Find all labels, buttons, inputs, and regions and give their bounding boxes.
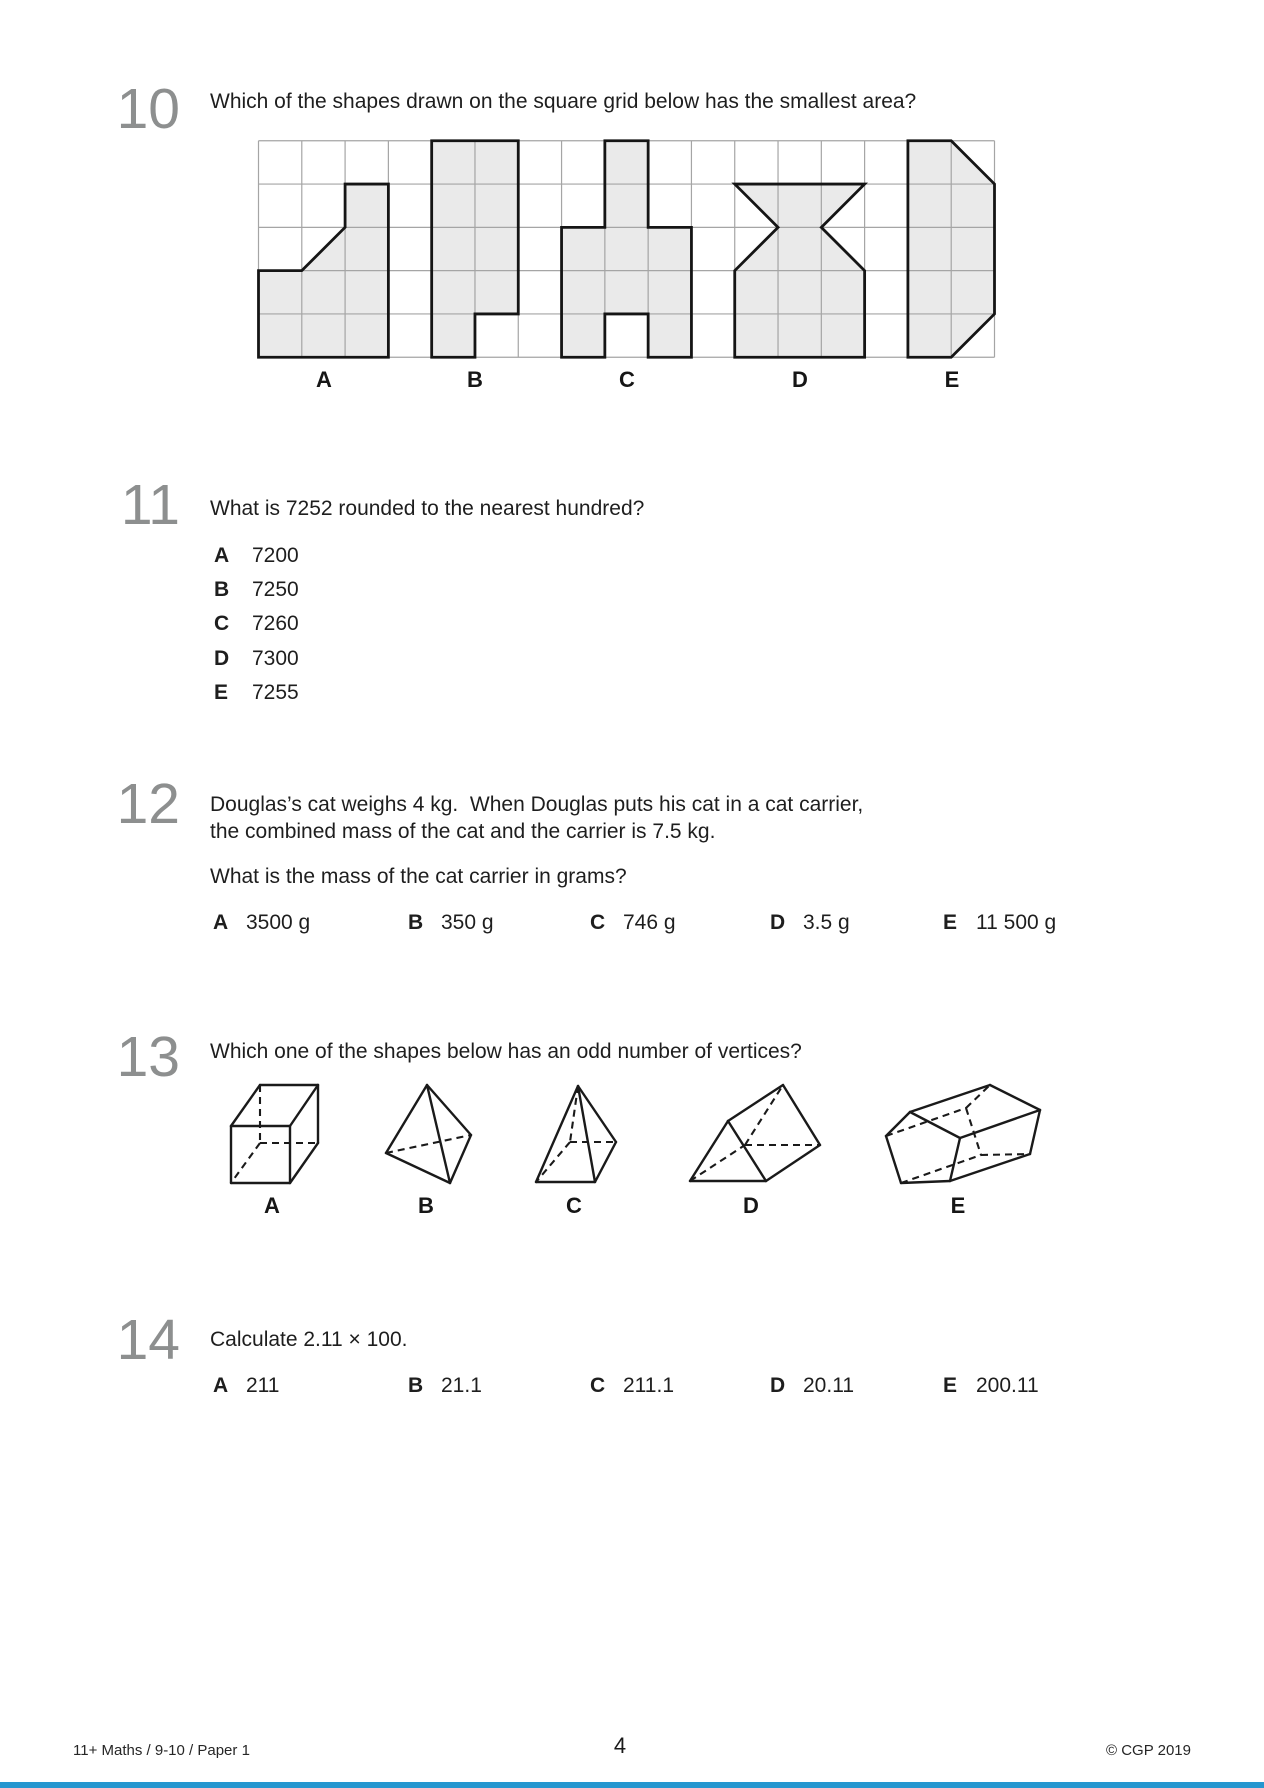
square-grid-figure (257, 139, 996, 359)
footer-copyright: © CGP 2019 (1106, 1742, 1191, 1759)
triangular-prism-figure (684, 1078, 824, 1188)
option-value: 11 500 g (976, 911, 1057, 934)
q12-option-b (408, 911, 494, 935)
grid-shape-label-a: A (316, 367, 332, 392)
q14-option-c (590, 1374, 674, 1398)
question-11-number: 11 (120, 473, 180, 537)
question-10-text: Which of the shapes drawn on the square grid below has the smallest area? (210, 90, 917, 113)
q14-option-d (770, 1374, 854, 1398)
option-letter: D (770, 1374, 786, 1397)
option-letter: E (943, 1374, 958, 1397)
option-letter: D (214, 647, 230, 670)
q12-option-e (943, 911, 1056, 935)
option-value: 3500 g (246, 911, 311, 934)
q14-option-e (943, 1374, 1039, 1398)
question-13-number: 13 (116, 1025, 180, 1089)
q11-option-e (214, 681, 299, 705)
option-letter: A (213, 911, 229, 934)
question-12-subquestion: What is the mass of the cat carrier in grams? (210, 865, 627, 888)
option-value: 7260 (252, 612, 299, 635)
q13-shape-label-b: B (418, 1193, 434, 1218)
q11-option-b (214, 578, 299, 602)
q14-option-b (408, 1374, 482, 1398)
q14-option-a (213, 1374, 279, 1398)
q13-shape-label-c: C (566, 1193, 582, 1218)
question-10-number: 10 (116, 77, 180, 141)
pentagonal-prism-figure (878, 1078, 1044, 1188)
option-letter: E (214, 681, 229, 704)
option-letter: B (408, 911, 424, 934)
q13-shape-label-e: E (950, 1193, 966, 1218)
q13-shape-label-d: D (743, 1193, 759, 1218)
question-12-text-line1: Douglas’s cat weighs 4 kg. When Douglas puts his cat in a cat carrier, (210, 793, 864, 816)
square-pyramid-figure (531, 1078, 623, 1188)
cube-figure (226, 1078, 324, 1188)
page-bottom-accent-bar (0, 1782, 1264, 1788)
option-value: 211.1 (623, 1374, 674, 1397)
question-14-text: Calculate 2.11 × 100. (210, 1328, 408, 1351)
question-11-text: What is 7252 rounded to the nearest hundred? (210, 497, 645, 520)
option-letter: B (214, 578, 230, 601)
option-value: 3.5 g (803, 911, 850, 934)
option-letter: B (408, 1374, 424, 1397)
option-letter: C (590, 911, 606, 934)
question-13-text: Which one of the shapes below has an odd number of vertices? (210, 1040, 802, 1063)
grid-shape-label-c: C (619, 367, 635, 392)
q11-option-c (214, 612, 299, 636)
q12-option-c (590, 911, 676, 935)
tetrahedron-figure (381, 1078, 477, 1188)
option-value: 7250 (252, 578, 299, 601)
option-value: 350 g (441, 911, 494, 934)
footer-page-number: 4 (613, 1733, 627, 1758)
option-value: 746 g (623, 911, 676, 934)
option-value: 7255 (252, 681, 299, 704)
option-letter: E (943, 911, 958, 934)
q12-option-d (770, 911, 850, 935)
option-value: 200.11 (976, 1374, 1039, 1397)
option-value: 7300 (252, 647, 299, 670)
q11-option-a (214, 544, 299, 568)
q13-shape-label-a: A (264, 1193, 280, 1218)
grid-shape-label-e: E (944, 367, 960, 392)
question-12-number: 12 (116, 772, 180, 836)
option-value: 20.11 (803, 1374, 854, 1397)
option-letter: A (213, 1374, 229, 1397)
q11-option-d (214, 647, 299, 671)
grid-shape-label-b: B (467, 367, 483, 392)
option-value: 211 (246, 1374, 280, 1397)
option-letter: D (770, 911, 786, 934)
grid-shape-label-d: D (792, 367, 808, 392)
option-value: 21.1 (441, 1374, 482, 1397)
option-letter: A (214, 544, 230, 567)
footer-paper-title: 11+ Maths / 9-10 / Paper 1 (73, 1742, 250, 1759)
option-letter: C (590, 1374, 606, 1397)
option-letter: C (214, 612, 230, 635)
question-12-text-line2: the combined mass of the cat and the carrier is 7.5 kg. (210, 820, 716, 843)
question-14-number: 14 (116, 1308, 180, 1372)
q12-option-a (213, 911, 310, 935)
option-value: 7200 (252, 544, 299, 567)
